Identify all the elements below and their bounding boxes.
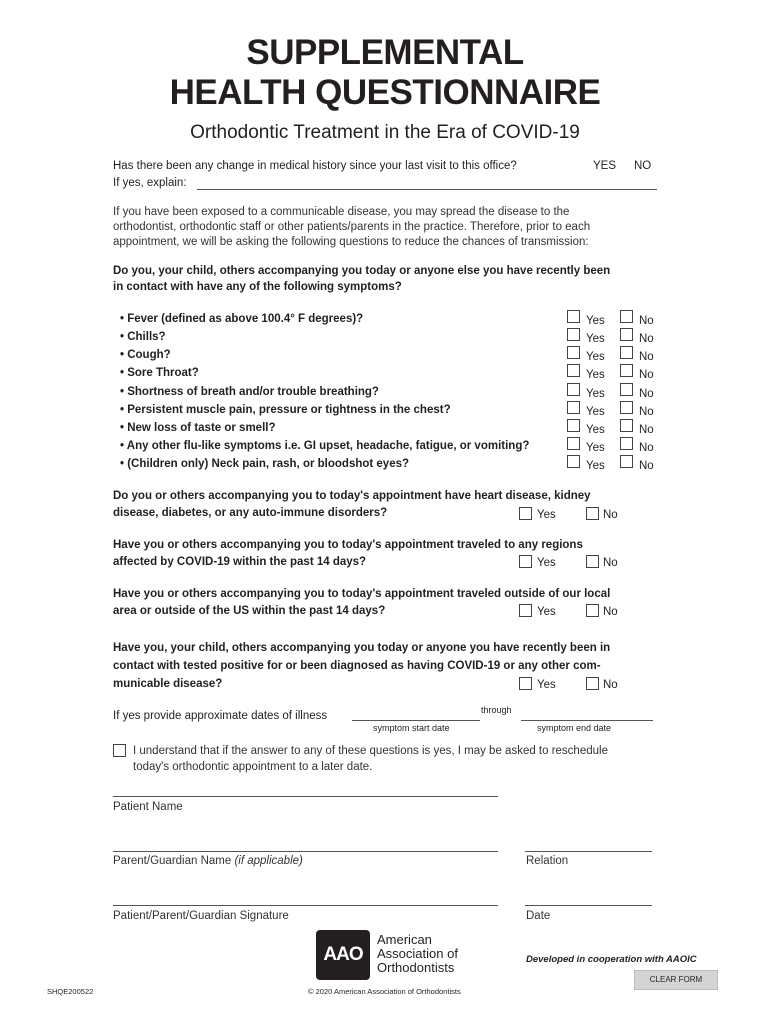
org-line2: Association of <box>377 946 458 961</box>
guardian-name-label <box>113 855 303 867</box>
chills-no-checkbox[interactable] <box>620 328 633 341</box>
chills-no-label: No <box>639 333 654 345</box>
subtitle: Orthodontic Treatment in the Era of COVID-19 <box>190 122 580 143</box>
guardian-name-field[interactable] <box>113 851 498 852</box>
question4-line3: municable disease? <box>113 678 223 690</box>
symptom-shortness-breath: • Shortness of breath and/or trouble breathing? <box>120 386 379 398</box>
question1-line1: Do you or others accompanying you to today's appointment have heart disease, kidney <box>113 490 591 502</box>
muscle-no-checkbox[interactable] <box>620 401 633 414</box>
question4-yes-checkbox[interactable] <box>519 677 532 690</box>
flu-yes-label: Yes <box>586 442 605 454</box>
question3-yes-checkbox[interactable] <box>519 604 532 617</box>
org-line3: Orthodontists <box>377 960 455 975</box>
question3-line2: area or outside of the US within the past 14 days? <box>113 605 386 617</box>
dates-label: If yes provide approximate dates of illness <box>113 710 328 722</box>
symptom-sore-throat: • Sore Throat? <box>120 367 199 379</box>
org-name <box>377 933 458 975</box>
explain-field[interactable] <box>197 189 657 190</box>
question1-line2: disease, diabetes, or any auto-immune disorders? <box>113 507 388 519</box>
cough-yes-label: Yes <box>586 351 605 363</box>
patient-name-field[interactable] <box>113 796 498 797</box>
acknowledge-line2: today's orthodontic appointment to a later date. <box>133 761 373 773</box>
fever-yes-checkbox[interactable] <box>567 310 580 323</box>
question1-yes-label: Yes <box>537 509 556 521</box>
sore-throat-no-checkbox[interactable] <box>620 364 633 377</box>
history-no-option[interactable]: NO <box>634 160 652 172</box>
question1-yes-checkbox[interactable] <box>519 507 532 520</box>
question3-no-label: No <box>603 606 618 618</box>
question1-no-checkbox[interactable] <box>586 507 599 520</box>
history-question: Has there been any change in medical history since your last visit to this office? <box>113 160 517 172</box>
fever-yes-label: Yes <box>586 315 605 327</box>
taste-yes-checkbox[interactable] <box>567 419 580 432</box>
children-no-label: No <box>639 460 654 472</box>
question1-no-label: No <box>603 509 618 521</box>
symptom-chills: • Chills? <box>120 331 166 343</box>
symptoms-question-line1: Do you, your child, others accompanying you today or anyone else you have recently been <box>113 265 611 277</box>
acknowledge-line1: I understand that if the answer to any of these questions is yes, I may be asked to reschedule <box>133 745 608 757</box>
relation-field[interactable] <box>525 851 652 852</box>
question2-yes-label: Yes <box>537 557 556 569</box>
symptom-muscle-pain: • Persistent muscle pain, pressure or tightness in the chest? <box>120 404 451 416</box>
patient-name-label: Patient Name <box>113 801 183 813</box>
breath-no-label: No <box>639 388 654 400</box>
date-label: Date <box>526 910 551 922</box>
question4-yes-label: Yes <box>537 679 556 691</box>
symptom-end-field[interactable] <box>521 720 653 721</box>
intro-line1: If you have been exposed to a communicable disease, you may spread the disease to the <box>113 206 570 218</box>
guardian-note: (if applicable) <box>234 855 303 867</box>
children-yes-label: Yes <box>586 460 605 472</box>
through-label: through <box>481 705 512 715</box>
children-no-checkbox[interactable] <box>620 455 633 468</box>
symptom-end-caption: symptom end date <box>537 723 612 733</box>
explain-label: If yes, explain: <box>113 177 187 189</box>
question2-no-label: No <box>603 557 618 569</box>
intro-line3: appointment, we will be asking the following questions to reduce the chances of transmission: <box>113 236 589 248</box>
org-line1: American <box>377 932 432 947</box>
taste-no-checkbox[interactable] <box>620 419 633 432</box>
question3-yes-label: Yes <box>537 606 556 618</box>
question2-line2: affected by COVID-19 within the past 14 days? <box>113 556 367 568</box>
question3-line1: Have you or others accompanying you to today's appointment traveled outside of our local <box>113 588 611 600</box>
flu-yes-checkbox[interactable] <box>567 437 580 450</box>
question2-no-checkbox[interactable] <box>586 555 599 568</box>
fever-no-checkbox[interactable] <box>620 310 633 323</box>
symptom-children: • (Children only) Neck pain, rash, or bloodshot eyes? <box>120 458 410 470</box>
muscle-no-label: No <box>639 406 654 418</box>
question4-line1: Have you, your child, others accompanying you today or anyone you have recently been in <box>113 642 611 654</box>
cooperation-note: Developed in cooperation with AAOIC <box>526 954 697 965</box>
intro-line2: orthodontist, orthodontic staff or other patients/parents in the practice. Therefore, prior to each <box>113 221 591 233</box>
signature-label: Patient/Parent/Guardian Signature <box>113 910 289 922</box>
chills-yes-label: Yes <box>586 333 605 345</box>
aao-logo <box>316 930 370 980</box>
breath-no-checkbox[interactable] <box>620 383 633 396</box>
sore-throat-no-label: No <box>639 369 654 381</box>
symptom-fever: • Fever (defined as above 100.4° F degrees)? <box>120 313 364 325</box>
guardian-name-text: Parent/Guardian Name <box>113 855 232 867</box>
flu-no-checkbox[interactable] <box>620 437 633 450</box>
fever-no-label: No <box>639 315 654 327</box>
cough-yes-checkbox[interactable] <box>567 346 580 359</box>
acknowledge-checkbox[interactable] <box>113 744 126 757</box>
copyright: © 2020 American Association of Orthodontists <box>308 987 461 996</box>
question3-no-checkbox[interactable] <box>586 604 599 617</box>
cough-no-label: No <box>639 351 654 363</box>
flu-no-label: No <box>639 442 654 454</box>
symptoms-question-line2: in contact with have any of the following symptoms? <box>113 281 402 293</box>
chills-yes-checkbox[interactable] <box>567 328 580 341</box>
taste-no-label: No <box>639 424 654 436</box>
muscle-yes-checkbox[interactable] <box>567 401 580 414</box>
question4-no-checkbox[interactable] <box>586 677 599 690</box>
clear-form-button[interactable]: CLEAR FORM <box>634 970 718 990</box>
relation-label: Relation <box>526 855 569 867</box>
symptom-start-caption: symptom start date <box>373 723 450 733</box>
sore-throat-yes-label: Yes <box>586 369 605 381</box>
symptom-flu-like: • Any other flu-like symptoms i.e. GI upset, headache, fatigue, or vomiting? <box>120 440 530 452</box>
date-field[interactable] <box>525 905 652 906</box>
form-code: SHQE200522 <box>47 987 94 996</box>
children-yes-checkbox[interactable] <box>567 455 580 468</box>
title-line2: HEALTH QUESTIONNAIRE <box>169 73 601 112</box>
question2-yes-checkbox[interactable] <box>519 555 532 568</box>
muscle-yes-label: Yes <box>586 406 605 418</box>
symptom-cough: • Cough? <box>120 349 171 361</box>
question4-no-label: No <box>603 679 618 691</box>
taste-yes-label: Yes <box>586 424 605 436</box>
aao-logo-letters: AAO <box>323 944 363 965</box>
symptom-start-field[interactable] <box>352 720 480 721</box>
signature-field[interactable] <box>113 905 498 906</box>
question2-line1: Have you or others accompanying you to today's appointment traveled to any regions <box>113 539 583 551</box>
breath-yes-label: Yes <box>586 388 605 400</box>
breath-yes-checkbox[interactable] <box>567 383 580 396</box>
title-line1: SUPPLEMENTAL <box>246 33 524 72</box>
symptom-loss-taste: • New loss of taste or smell? <box>120 422 276 434</box>
question4-line2: contact with tested positive for or been diagnosed as having COVID-19 or any other com- <box>113 660 601 672</box>
history-yes-option[interactable]: YES <box>593 160 617 172</box>
sore-throat-yes-checkbox[interactable] <box>567 364 580 377</box>
cough-no-checkbox[interactable] <box>620 346 633 359</box>
